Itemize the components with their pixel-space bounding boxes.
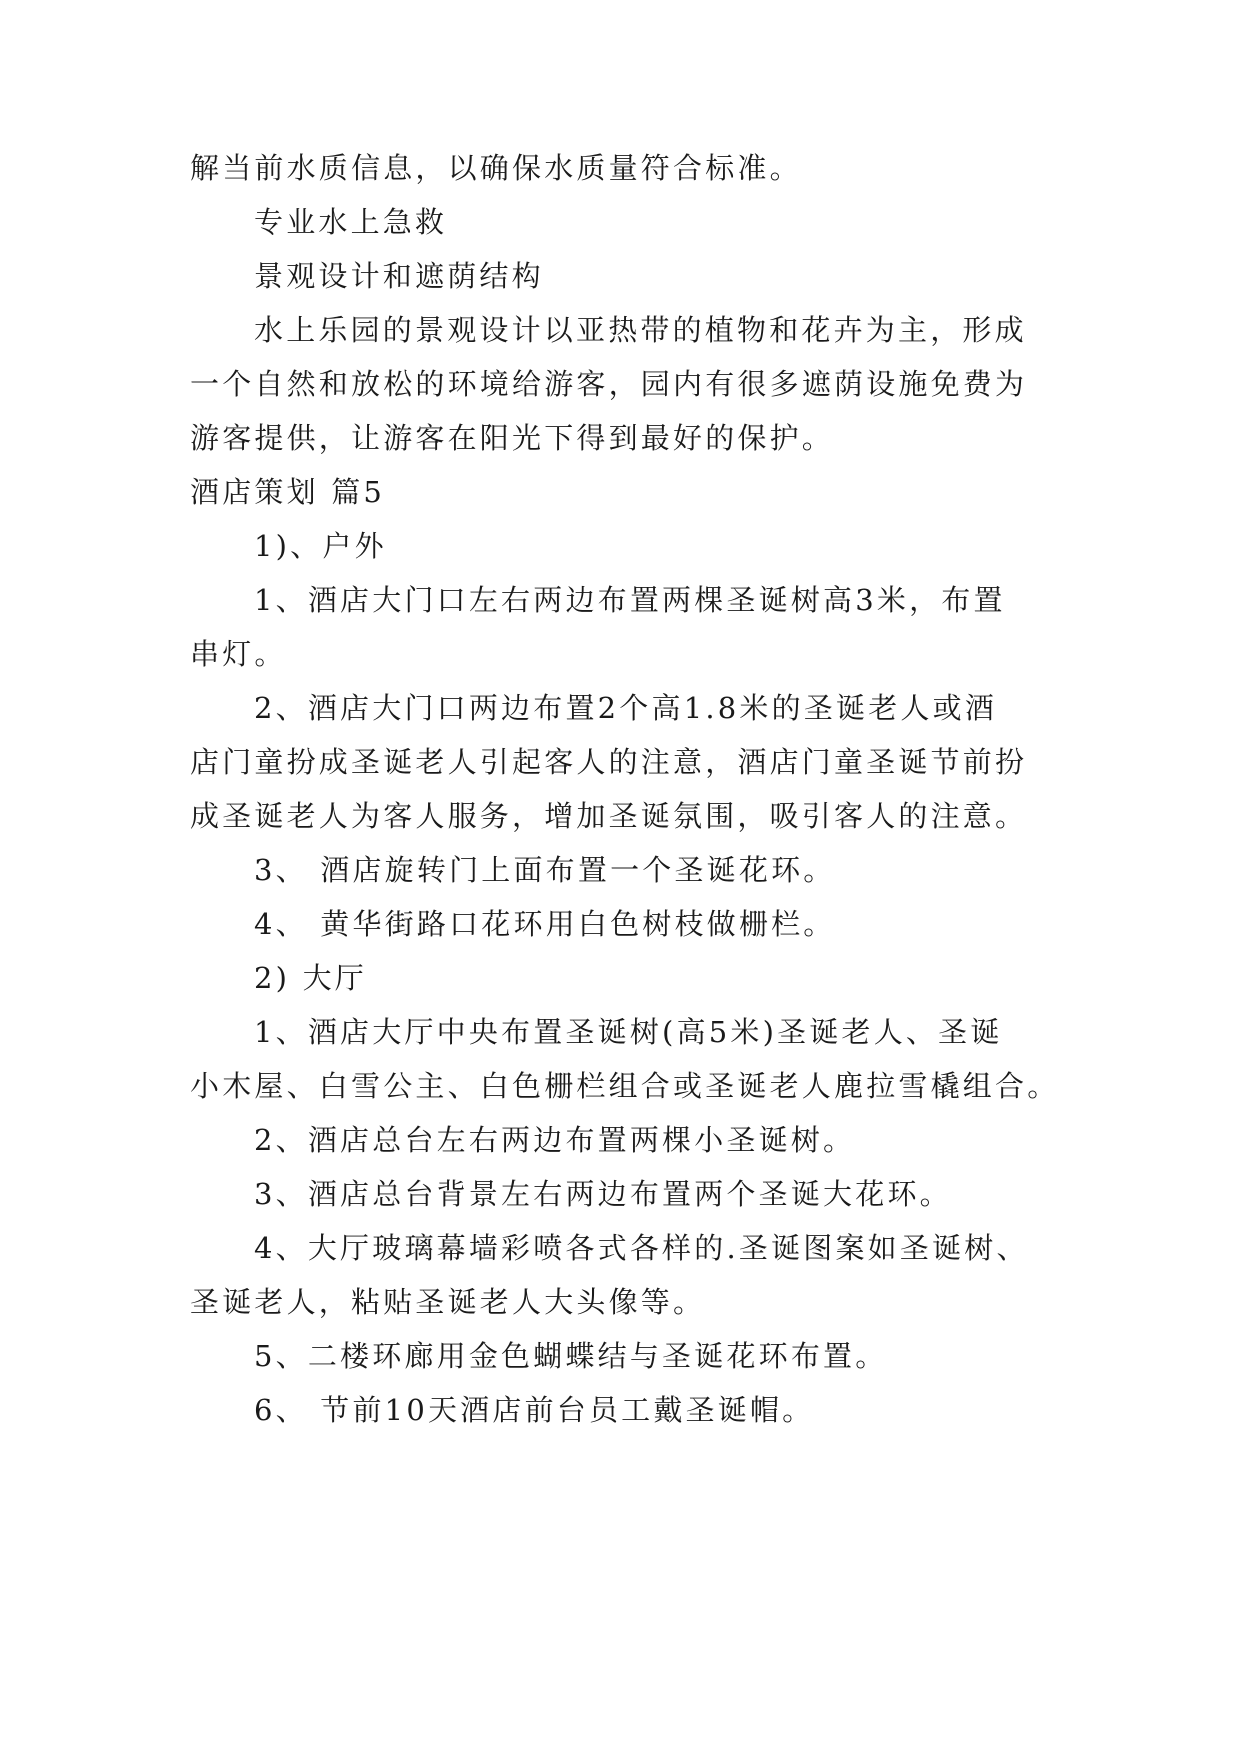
text-line: 3、 酒店旋转门上面布置一个圣诞花环。 — [254, 853, 836, 887]
text-line: 成圣诞老人为客人服务，增加圣诞氛围，吸引客人的注意。 — [190, 799, 1028, 833]
text-line: 3、酒店总台背景左右两边布置两个圣诞大花环。 — [254, 1177, 952, 1211]
text-line: 圣诞老人，粘贴圣诞老人大头像等。 — [190, 1285, 706, 1319]
text-line: 专业水上急救 — [254, 205, 448, 239]
text-line: 店门童扮成圣诞老人引起客人的注意，酒店门童圣诞节前扮 — [190, 745, 1028, 779]
text-line: 1)、户外 — [254, 529, 387, 563]
text-line: 一个自然和放松的环境给游客，园内有很多遮荫设施免费为 — [190, 367, 1028, 401]
text-line: 小木屋、白雪公主、白色栅栏组合或圣诞老人鹿拉雪橇组合。 — [190, 1069, 1060, 1103]
text-line: 串灯。 — [190, 637, 287, 671]
text-line: 游客提供，让游客在阳光下得到最好的保护。 — [190, 421, 835, 455]
text-line: 1、酒店大厅中央布置圣诞树(高5米)圣诞老人、圣诞 — [254, 1015, 1003, 1049]
section-heading: 酒店策划 篇5 — [190, 475, 386, 509]
text-line: 1、酒店大门口左右两边布置两棵圣诞树高3米，布置 — [254, 583, 1006, 617]
text-line: 2) 大厅 — [254, 961, 367, 995]
text-line: 4、大厅玻璃幕墙彩喷各式各样的.圣诞图案如圣诞树、 — [254, 1231, 1029, 1265]
text-line: 2、酒店大门口两边布置2个高1.8米的圣诞老人或酒 — [254, 691, 998, 725]
text-line: 5、二楼环廊用金色蝴蝶结与圣诞花环布置。 — [254, 1339, 888, 1373]
text-line: 景观设计和遮荫结构 — [254, 259, 544, 293]
text-line: 解当前水质信息，以确保水质量符合标准。 — [190, 151, 802, 185]
text-line: 6、 节前10天酒店前台员工戴圣诞帽。 — [254, 1393, 815, 1427]
text-line: 水上乐园的景观设计以亚热带的植物和花卉为主，形成 — [254, 313, 1027, 347]
text-line: 4、 黄华街路口花环用白色树枝做栅栏。 — [254, 907, 836, 941]
text-line: 2、酒店总台左右两边布置两棵小圣诞树。 — [254, 1123, 856, 1157]
